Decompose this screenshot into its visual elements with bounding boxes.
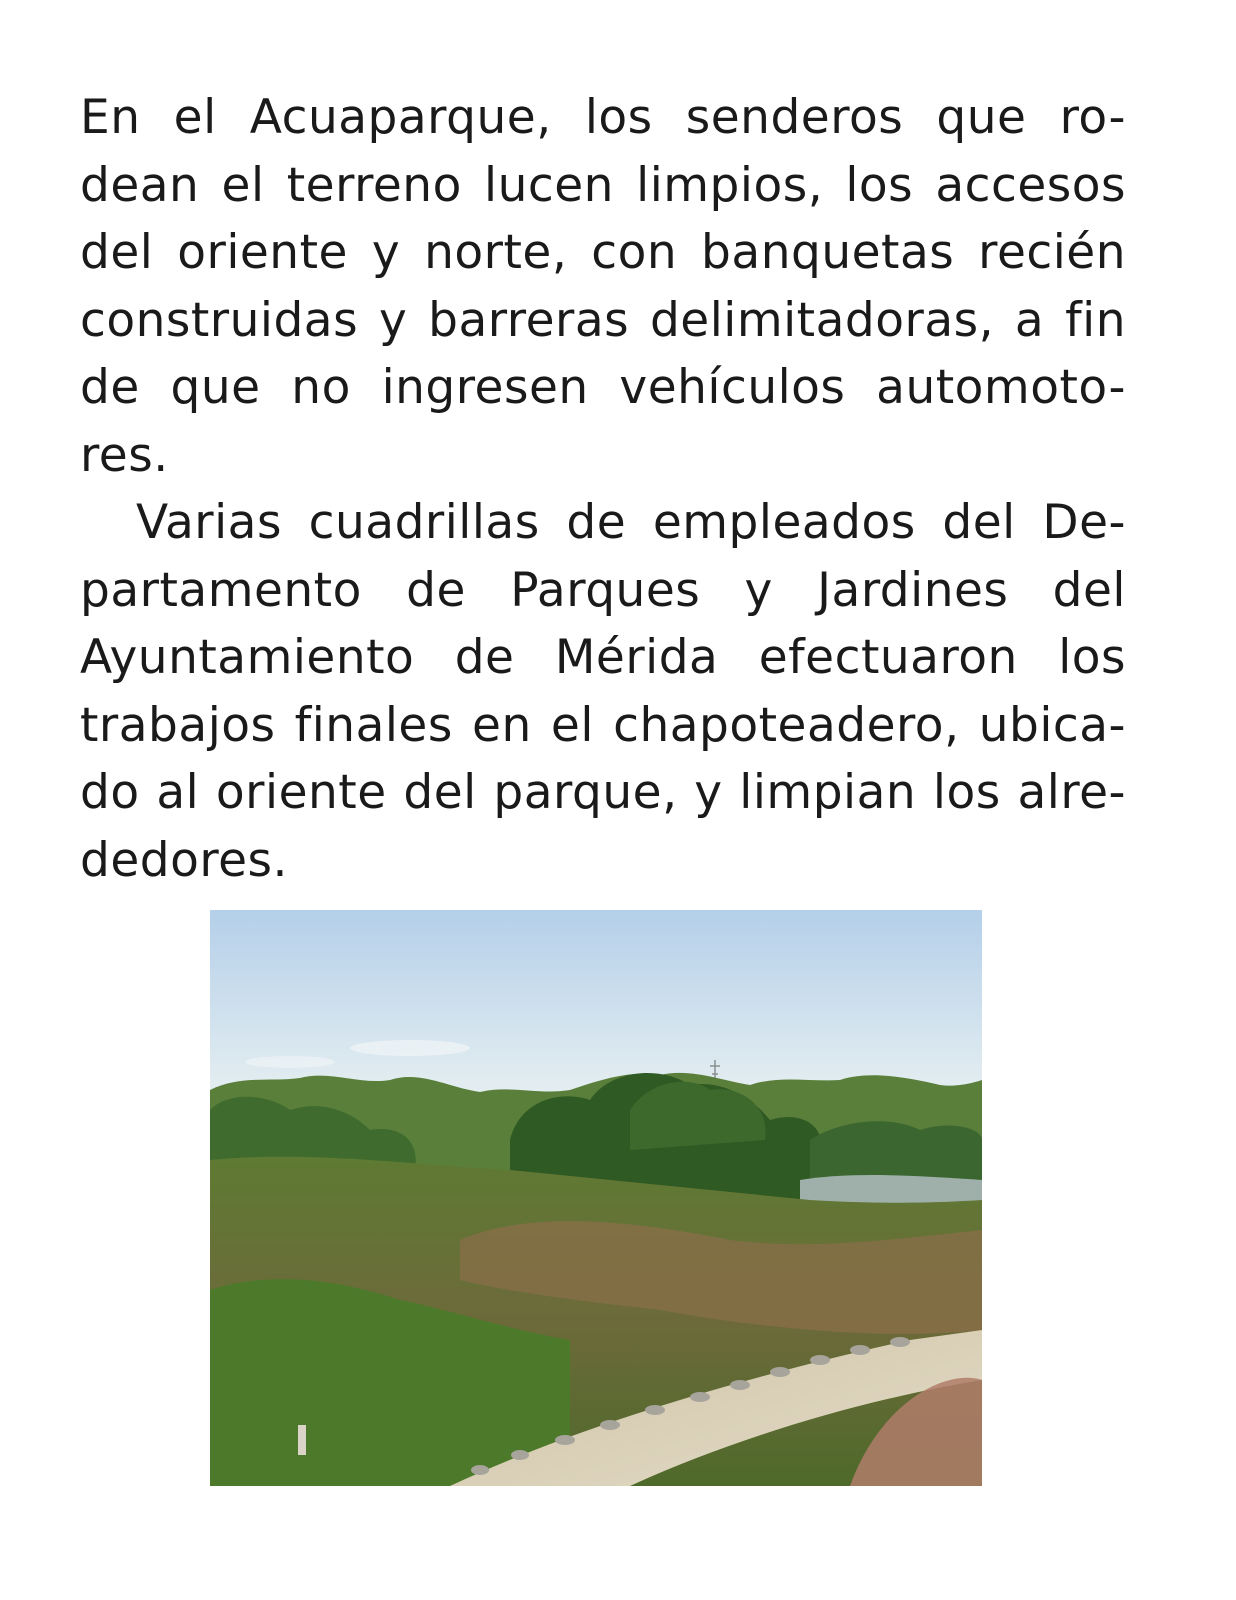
cloud	[350, 1040, 470, 1056]
text-line: partamento de Parques y Jardines del	[80, 562, 1126, 618]
text-line: construidas y barreras delimitadoras, a fin	[80, 292, 1126, 348]
text-line: del oriente y norte, con banquetas recién	[80, 225, 1126, 280]
text-line: Varias cuadrillas de empleados del De-	[136, 495, 1126, 550]
text-line: de que no ingresen vehículos automoto-	[80, 360, 1126, 415]
text-line: En el Acuaparque, los senderos que ro-	[80, 90, 1126, 145]
text-line: res.	[80, 427, 169, 483]
park-photo	[210, 910, 982, 1486]
cloud	[245, 1056, 335, 1068]
paragraph-1	[80, 84, 1126, 489]
park-landscape-illustration	[210, 910, 982, 1486]
text-line: dedores.	[80, 832, 288, 888]
text-line: dean el terreno lucen limpios, los accesos	[80, 157, 1126, 213]
text-line: trabajos finales en el chapoteadero, ubica-	[80, 697, 1126, 753]
article-text	[80, 84, 1126, 894]
text-line: do al oriente del parque, y limpian los alre-	[80, 765, 1126, 820]
marker-post	[298, 1425, 306, 1455]
paragraph-2	[80, 489, 1126, 894]
text-line: Ayuntamiento de Mérida efectuaron los	[80, 630, 1126, 685]
